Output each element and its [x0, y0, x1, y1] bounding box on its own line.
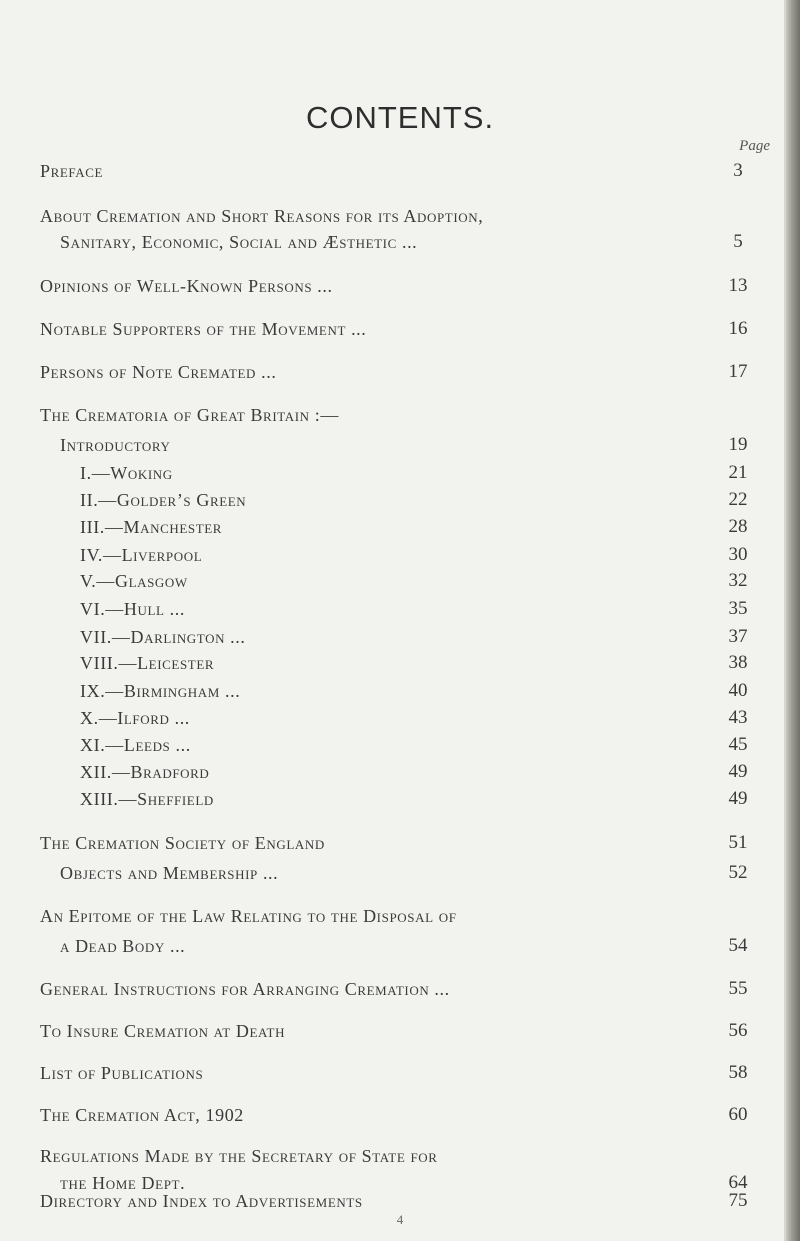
toc-page-number: 58	[728, 1062, 748, 1083]
toc-entry-title: About Cremation and Short Reasons for its Adoption,	[40, 206, 484, 226]
toc-page-number: 22	[728, 489, 748, 510]
toc-entry-title: X.—Ilford ...	[80, 708, 190, 728]
page-title: CONTENTS.	[305, 100, 495, 135]
toc-entry-title: VI.—Hull ...	[80, 599, 185, 619]
toc-entry-title: VIII.—Leicester	[80, 653, 215, 673]
toc-entry-title: Objects and Membership ...	[60, 863, 279, 883]
toc-page-number: 43	[728, 707, 748, 728]
toc-entry-title: IV.—Liverpool	[80, 545, 203, 565]
toc-entry-title: List of Publications	[40, 1063, 204, 1083]
toc-entry-title: XI.—Leeds ...	[80, 735, 191, 755]
toc-entry-title: Preface	[40, 161, 104, 181]
toc-entry-title: II.—Golder’s Green	[80, 490, 247, 510]
toc-entry-title: Opinions of Well-Known Persons ...	[40, 276, 333, 296]
toc-page-number: 37	[728, 626, 748, 647]
toc-entry-title: Persons of Note Cremated ...	[40, 362, 277, 382]
toc-page-number: 19	[728, 434, 748, 455]
toc-entry-title: Directory and Index to Advertisements	[40, 1191, 363, 1211]
toc-entry-title: IX.—Birmingham ...	[80, 681, 241, 701]
toc-entry-title: XIII.—Sheffield	[80, 789, 214, 809]
toc-page-number: 21	[728, 462, 748, 483]
toc-page-number: 51	[728, 832, 748, 853]
toc-page-number: 5	[733, 231, 743, 252]
toc-entry-title: Regulations Made by the Secretary of State for	[40, 1146, 438, 1166]
toc-entry-title: XII.—Bradford	[80, 762, 210, 782]
toc-page-number: 54	[728, 935, 748, 956]
toc-page-number: 28	[728, 516, 748, 537]
toc-page-number: 75	[728, 1190, 748, 1211]
toc-entry-title: Sanitary, Economic, Social and Æsthetic ...	[60, 232, 418, 252]
toc-page-number: 49	[728, 788, 748, 809]
toc-entry-title: General Instructions for Arranging Cremation ...	[40, 979, 450, 999]
toc-entry-title: The Cremation Society of England	[40, 833, 325, 853]
toc-page-number: 56	[728, 1020, 748, 1041]
toc-entry-title: a Dead Body ...	[60, 936, 186, 956]
toc-page-number: 13	[728, 275, 748, 296]
toc-page-number: 40	[728, 680, 748, 701]
toc-page-number: 52	[728, 862, 748, 883]
toc-page-number: 45	[728, 734, 748, 755]
toc-page-number: 60	[728, 1104, 748, 1125]
toc-entry-title: III.—Manchester	[80, 517, 223, 537]
page-column-heading: Page	[739, 138, 770, 154]
toc-entry-title: An Epitome of the Law Relating to the Disposal of	[40, 906, 457, 926]
toc-page-number: 32	[728, 570, 748, 591]
toc-page-number: 64	[728, 1172, 748, 1193]
toc-page-number: 38	[728, 652, 748, 673]
toc-page-number: 35	[728, 598, 748, 619]
book-spine-edge	[786, 0, 800, 1241]
toc-entry-title: Notable Supporters of the Movement ...	[40, 319, 367, 339]
toc-page-number: 49	[728, 761, 748, 782]
toc-page-number: 55	[728, 978, 748, 999]
toc-entry-title: the Home Dept.	[60, 1173, 186, 1193]
toc-entry-title: The Cremation Act, 1902	[40, 1105, 244, 1125]
toc-entry-title: The Crematoria of Great Britain :—	[40, 405, 339, 425]
toc-page-number: 16	[728, 318, 748, 339]
toc-page-number: 3	[733, 160, 743, 181]
folio-number: 4	[396, 1212, 404, 1227]
toc-page-number: 17	[728, 361, 748, 382]
toc-entry-title: V.—Glasgow	[80, 571, 188, 591]
toc-entry-title: Introductory	[60, 435, 171, 455]
toc-entry-title: To Insure Cremation at Death	[40, 1021, 286, 1041]
toc-entry-title: I.—Woking	[80, 463, 173, 483]
toc-entry-title: VII.—Darlington ...	[80, 627, 246, 647]
toc-page-number: 30	[728, 544, 748, 565]
